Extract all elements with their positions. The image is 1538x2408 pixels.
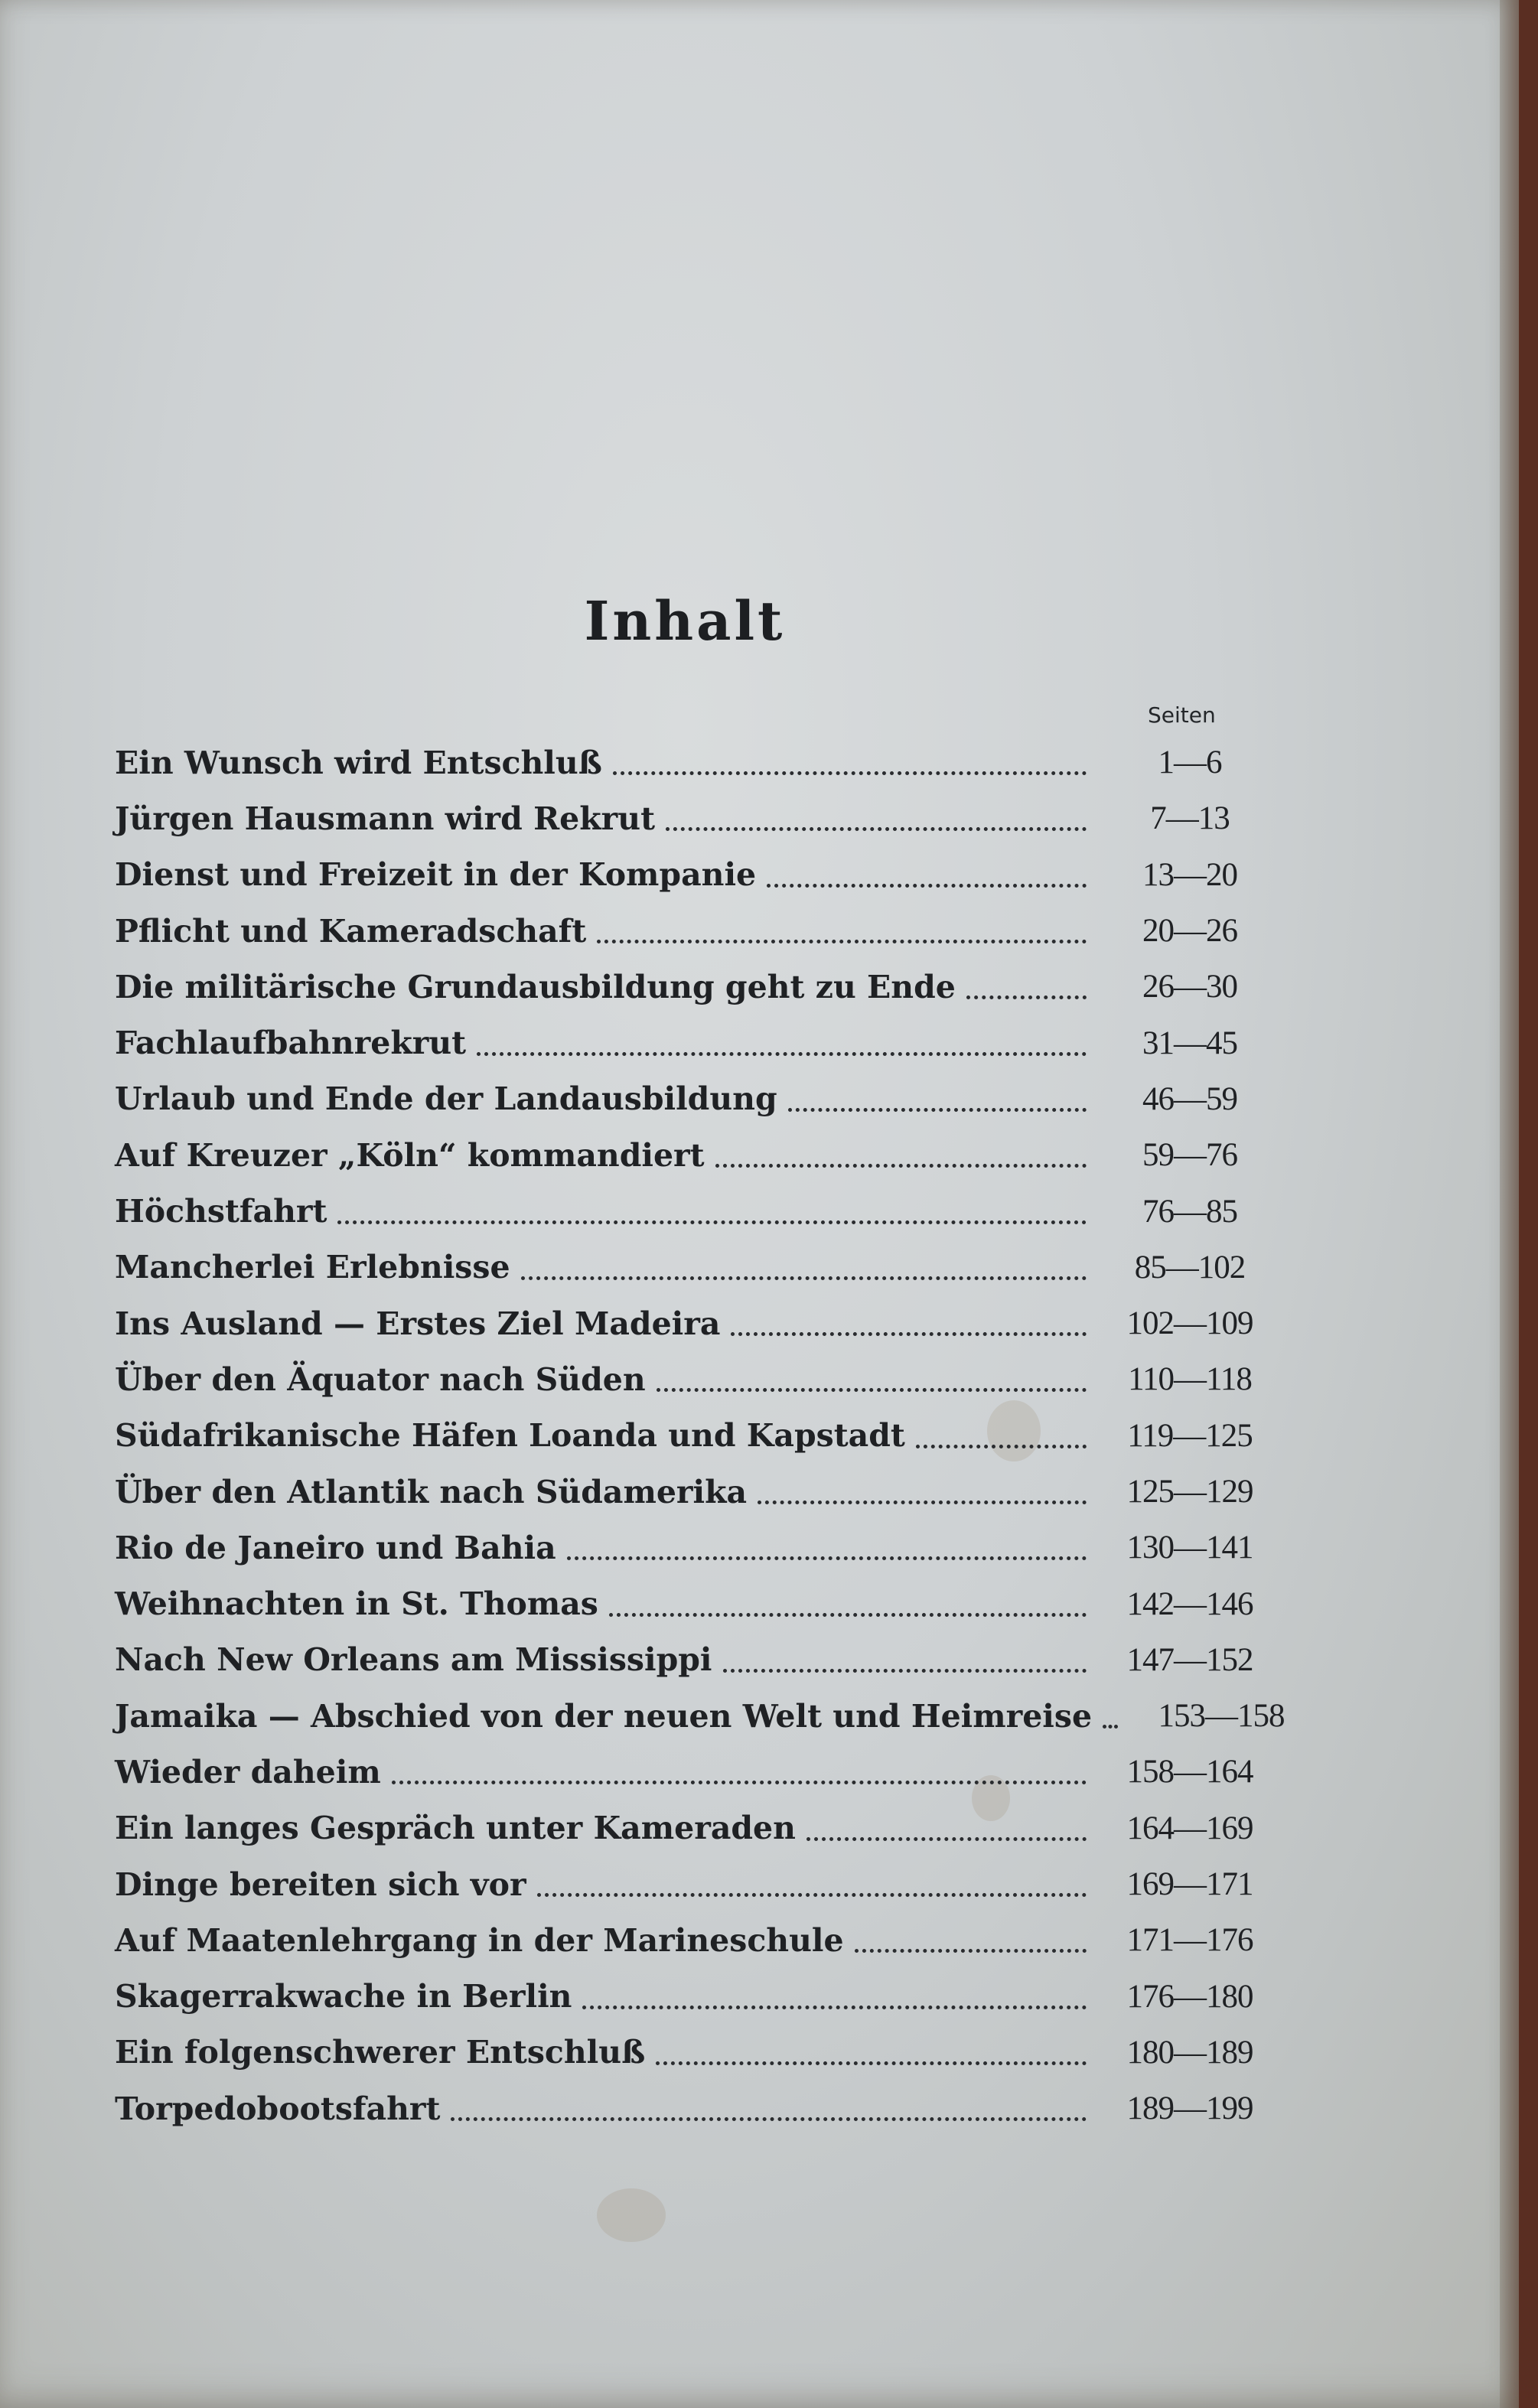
toc-entry-pages: 176—180: [1126, 1978, 1253, 2015]
toc-entry: [115, 1351, 1263, 1407]
toc-entry: [115, 1015, 1263, 1070]
toc-entry-pages: 164—169: [1126, 1810, 1253, 1846]
dot-leader: [666, 827, 1087, 831]
toc-entry-title: Jamaika — Abschied von der neuen Welt und Heimreise: [115, 1697, 1093, 1735]
toc-entry-pages: 147—152: [1126, 1641, 1253, 1678]
dot-leader: [758, 1501, 1087, 1504]
toc-entry-title: Rio de Janeiro und Bahia: [115, 1529, 556, 1566]
toc-entry-pages: 76—85: [1142, 1193, 1237, 1230]
toc-entry-pages: 110—118: [1128, 1361, 1252, 1398]
toc-entry: [115, 1183, 1263, 1239]
toc-entry-pages: 46—59: [1142, 1080, 1237, 1117]
toc-entry-pages: 20—26: [1142, 913, 1237, 950]
toc-entry: [115, 1744, 1263, 1800]
dot-leader: [656, 2061, 1087, 2065]
toc-entry-pages: 13—20: [1142, 856, 1237, 893]
dot-leader: [966, 995, 1087, 999]
toc-entry-pages: 85—102: [1134, 1249, 1246, 1285]
dot-leader: [1103, 1725, 1118, 1729]
toc-entry-title: Wieder daheim: [115, 1753, 381, 1791]
toc-entry-title: Dinge bereiten sich vor: [115, 1865, 526, 1903]
toc-entry-title: Ein Wunsch wird Entschluß: [115, 744, 602, 781]
toc-entry: [115, 2081, 1263, 2136]
dot-leader: [597, 940, 1087, 943]
toc-entry-pages: 189—199: [1126, 2090, 1253, 2127]
toc-entry-pages: 169—171: [1126, 1866, 1253, 1903]
toc-entry: [115, 790, 1263, 846]
toc-entry: [115, 1240, 1263, 1295]
toc-entry-pages: 119—125: [1127, 1417, 1253, 1454]
toc-entry-title: Auf Kreuzer „Köln“ kommandiert: [115, 1136, 705, 1174]
toc-entry-pages: 26—30: [1142, 969, 1237, 1005]
toc-entry-title: Mancherlei Erlebnisse: [115, 1249, 510, 1286]
paper-stain: [597, 2188, 666, 2242]
dot-leader: [788, 1108, 1087, 1112]
toc-entry-title: Über den Atlantik nach Südamerika: [115, 1473, 748, 1510]
toc-entry: [115, 1408, 1263, 1464]
dot-leader: [567, 1556, 1087, 1560]
dot-leader: [657, 1388, 1087, 1392]
dot-leader: [806, 1837, 1087, 1841]
toc-entry: [115, 1969, 1263, 2025]
toc-entry-pages: 102—109: [1126, 1305, 1253, 1342]
toc-entry-pages: 1—6: [1158, 745, 1222, 781]
dot-leader: [855, 1949, 1087, 1953]
table-of-contents: [115, 735, 1285, 2136]
toc-entry: [115, 903, 1263, 959]
page-title: Inhalt: [584, 589, 786, 653]
toc-entry: [115, 1800, 1263, 1856]
toc-entry: [115, 1295, 1263, 1351]
toc-entry-pages: 130—141: [1126, 1530, 1253, 1566]
toc-entry-title: Ein langes Gespräch unter Kameraden: [115, 1810, 796, 1847]
toc-entry: [115, 1520, 1263, 1575]
toc-entry: [115, 1464, 1263, 1520]
toc-entry: [115, 1688, 1285, 1744]
toc-entry: [115, 2025, 1263, 2081]
toc-entry-pages: 171—176: [1126, 1922, 1253, 1959]
toc-entry-title: Urlaub und Ende der Landausbildung: [115, 1080, 777, 1118]
dot-leader: [916, 1445, 1087, 1448]
toc-entry-title: Skagerrakwache in Berlin: [115, 1978, 572, 2015]
toc-entry-title: Weihnachten in St. Thomas: [115, 1585, 598, 1623]
toc-entry: [115, 847, 1263, 903]
toc-entry-pages: 125—129: [1126, 1474, 1253, 1510]
toc-entry-pages: 142—146: [1126, 1585, 1253, 1622]
toc-entry: [115, 735, 1263, 790]
toc-entry-pages: 7—13: [1150, 800, 1230, 837]
pages-column-header: Seiten: [1148, 702, 1216, 728]
toc-entry-title: Ins Ausland — Erstes Ziel Madeira: [115, 1305, 721, 1342]
dot-leader: [723, 1669, 1087, 1673]
toc-entry-pages: 158—164: [1126, 1754, 1253, 1791]
dot-leader: [521, 1276, 1087, 1280]
toc-entry-title: Über den Äquator nach Süden: [115, 1360, 646, 1398]
toc-entry-title: Höchstfahrt: [115, 1193, 327, 1230]
toc-entry-title: Dienst und Freizeit in der Kompanie: [115, 856, 757, 894]
toc-entry-title: Südafrikanische Häfen Loanda und Kapstadt: [115, 1417, 905, 1455]
toc-entry: [115, 1575, 1263, 1631]
toc-entry-title: Auf Maatenlehrgang in der Marineschule: [115, 1921, 844, 1959]
toc-entry-title: Torpedobootsfahrt: [115, 2090, 441, 2127]
toc-entry-title: Pflicht und Kameradschaft: [115, 912, 587, 950]
dot-leader: [715, 1164, 1087, 1168]
toc-entry-title: Nach New Orleans am Mississippi: [115, 1641, 712, 1679]
dot-leader: [392, 1781, 1087, 1784]
toc-entry: [115, 959, 1263, 1015]
dot-leader: [477, 1052, 1087, 1056]
toc-entry-pages: 153—158: [1158, 1698, 1285, 1735]
toc-entry: [115, 1632, 1263, 1688]
dot-leader: [609, 1613, 1087, 1617]
dot-leader: [767, 884, 1087, 888]
toc-entry: [115, 1856, 1263, 1912]
dot-leader: [731, 1332, 1087, 1336]
dot-leader: [451, 2117, 1087, 2121]
toc-entry-pages: 31—45: [1142, 1025, 1237, 1061]
toc-entry: [115, 1127, 1263, 1183]
toc-entry: [115, 1071, 1263, 1127]
toc-entry-pages: 180—189: [1126, 2034, 1253, 2071]
dot-leader: [337, 1220, 1087, 1224]
dot-leader: [613, 771, 1087, 775]
dot-leader: [537, 1893, 1087, 1897]
toc-entry-title: Ein folgenschwerer Entschluß: [115, 2034, 646, 2071]
toc-entry-title: Die militärische Grundausbildung geht zu Ende: [115, 968, 956, 1005]
toc-entry-title: Fachlaufbahnrekrut: [115, 1025, 467, 1062]
dot-leader: [582, 2006, 1087, 2009]
toc-entry-pages: 59—76: [1142, 1137, 1237, 1174]
toc-entry-title: Jürgen Hausmann wird Rekrut: [115, 800, 656, 837]
toc-entry: [115, 1912, 1263, 1968]
